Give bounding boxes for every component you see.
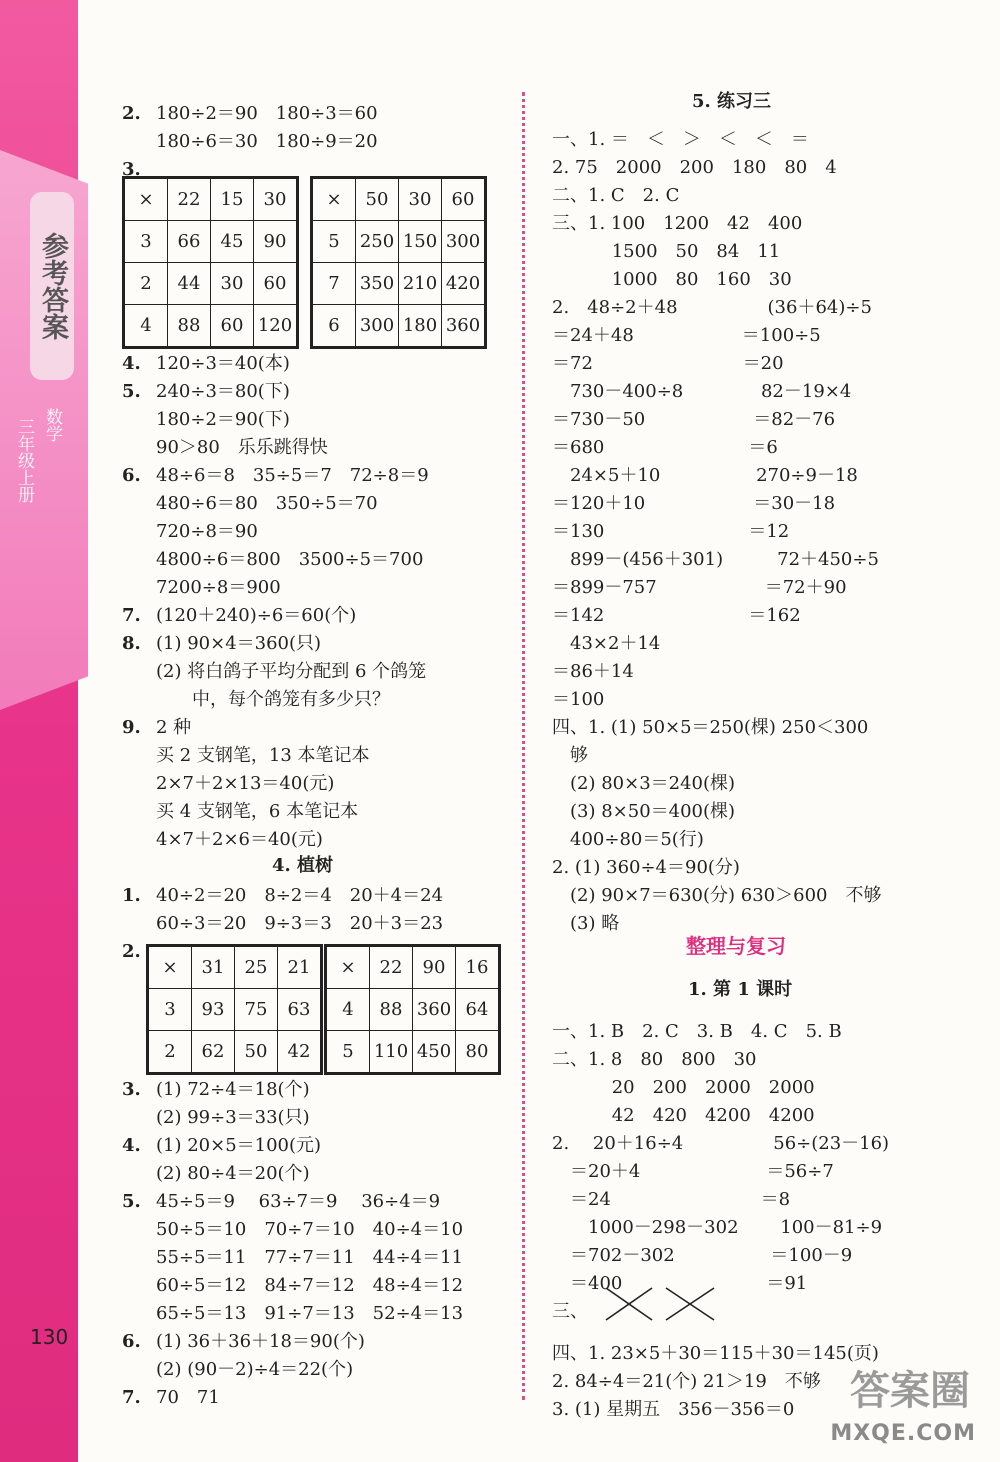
table-row	[313, 305, 485, 347]
table-cell: 3	[125, 221, 168, 263]
book-info	[14, 408, 66, 503]
table-row	[313, 263, 485, 305]
answer-line: 三、	[552, 1301, 588, 1322]
answer-line: ＝100	[552, 689, 605, 710]
table-cell: 150	[399, 221, 442, 263]
table-cell: 60	[442, 179, 485, 221]
question-number: 9.	[122, 717, 141, 738]
table-row	[125, 305, 297, 347]
answer-line: 40÷2＝20 8÷2＝4 20＋4＝24	[156, 885, 444, 906]
answer-line: 240÷3＝80(下)	[156, 381, 290, 402]
answer-line: 1500 50 84 11	[552, 241, 781, 262]
table-row	[149, 989, 321, 1031]
table-cell: 3	[149, 989, 192, 1031]
table-cell: 60	[211, 305, 254, 347]
table-cell: 4	[125, 305, 168, 347]
column-divider	[522, 92, 525, 1400]
table-cell: 5	[313, 221, 356, 263]
answer-line: 180÷2＝90 180÷3＝60	[156, 103, 378, 124]
table-cell: 120	[254, 305, 297, 347]
answer-line: (2) 80÷4＝20(个)	[156, 1163, 310, 1184]
answer-line: 43×2＋14	[552, 633, 661, 654]
table-row	[313, 221, 485, 263]
answer-line: 1000－298－302 100－81÷9	[552, 1217, 883, 1238]
answer-line: 720÷8＝90	[156, 521, 258, 542]
table-cell: 50	[356, 179, 399, 221]
answer-line: 400÷80＝5(行)	[552, 829, 704, 850]
table-cell: 25	[235, 947, 278, 989]
answer-line: (2) 将白鸽子平均分配到 6 个鸽笼	[156, 661, 427, 682]
answer-line: ＝730－50 ＝82－76	[552, 409, 836, 430]
table-cell: 360	[442, 305, 485, 347]
answer-line: ＝680 ＝6	[552, 437, 778, 458]
subject-label: 数学	[42, 408, 62, 442]
answer-line: 4×7＋2×6＝40(元)	[156, 829, 323, 850]
question-number: 5.	[122, 381, 141, 402]
table-cell: 110	[370, 1031, 413, 1073]
table-cell: 50	[235, 1031, 278, 1073]
table-4	[326, 946, 499, 1073]
answer-line: 二、1. 8 80 800 30	[552, 1049, 757, 1070]
table-row	[327, 1031, 499, 1073]
answer-line: 2 种	[156, 717, 192, 738]
table-1	[124, 178, 297, 347]
table-cell: 360	[413, 989, 456, 1031]
table-cell: 2	[125, 263, 168, 305]
answer-line: (120＋240)÷6＝60(个)	[156, 605, 357, 626]
answer-line: 一、1. ＝ ＜ ＞ ＜ ＜ ＝	[552, 129, 809, 150]
answer-line: 60÷5＝12 84÷7＝12 48÷4＝12	[156, 1275, 464, 1296]
table-cell: ×	[327, 947, 370, 989]
answer-line: 20 200 2000 2000	[552, 1077, 815, 1098]
table-cell: 93	[192, 989, 235, 1031]
question-number: 5.	[122, 1191, 141, 1212]
question-number: 6.	[122, 1331, 141, 1352]
table-cell: 420	[442, 263, 485, 305]
table-cell: 42	[278, 1031, 321, 1073]
answer-line: 4800÷6＝800 3500÷5＝700	[156, 549, 424, 570]
table-cell: ×	[125, 179, 168, 221]
table-cell: 6	[313, 305, 356, 347]
question-number: 4.	[122, 353, 141, 374]
answer-line: 60÷3＝20 9÷3＝3 20＋3＝23	[156, 913, 444, 934]
question-number: 8.	[122, 633, 141, 654]
answer-line: 7200÷8＝900	[156, 577, 281, 598]
section-tab	[30, 192, 74, 380]
table-cell: 180	[399, 305, 442, 347]
table-2	[312, 178, 485, 347]
answer-line: (1) 90×4＝360(只)	[156, 633, 322, 654]
answer-line: ＝24 ＝8	[552, 1189, 791, 1210]
answer-line: 二、1. C 2. C	[552, 185, 680, 206]
answer-line: 1000 80 160 30	[552, 269, 792, 290]
grade-label: 三年级上册	[14, 418, 34, 503]
table-cell: 64	[456, 989, 499, 1031]
answer-line: 2. 75 2000 200 180 80 4	[552, 157, 837, 178]
answer-line: 90＞80 乐乐跳得快	[156, 437, 328, 458]
watermark-url: MXQE.COM	[830, 1421, 976, 1446]
answer-line: (1) 20×5＝100(元)	[156, 1135, 322, 1156]
answer-line: 三、1. 100 1200 42 400	[552, 213, 803, 234]
table-cell: 7	[313, 263, 356, 305]
table-row	[327, 989, 499, 1031]
answer-line: (3) 略	[552, 913, 620, 934]
answer-line: 24×5＋10 270÷9－18	[552, 465, 858, 486]
table-cell: 22	[370, 947, 413, 989]
question-number: 1.	[122, 885, 141, 906]
heading-4: 4. 植树	[272, 855, 334, 876]
table-cell: 2	[149, 1031, 192, 1073]
table-cell: 210	[399, 263, 442, 305]
answer-line: (2) 90×7＝630(分) 630＞600 不够	[552, 885, 882, 906]
answer-line: ＝142 ＝162	[552, 605, 801, 626]
answer-line: 2. 48÷2＋48 (36＋64)÷5	[552, 297, 872, 318]
answer-line: (2) (90－2)÷4＝22(个)	[156, 1359, 354, 1380]
answer-line: 中，每个鸽笼有多少只？	[156, 689, 390, 710]
table-cell: ×	[313, 179, 356, 221]
question-number: 7.	[122, 605, 141, 626]
table-cell: 4	[327, 989, 370, 1031]
table-cell: 15	[211, 179, 254, 221]
question-number: 6.	[122, 465, 141, 486]
table-3	[148, 946, 321, 1073]
table-cell: 62	[192, 1031, 235, 1073]
answer-line: 50÷5＝10 70÷7＝10 40÷4＝10	[156, 1219, 464, 1240]
table-cell: 80	[456, 1031, 499, 1073]
answer-line: 买 2 支钢笔，13 本笔记本	[156, 745, 370, 766]
question-number: 3.	[122, 1079, 141, 1100]
answer-line: ＝24＋48 ＝100÷5	[552, 325, 821, 346]
answer-line: 180÷6＝30 180÷9＝20	[156, 131, 378, 152]
question-number: 2.	[122, 941, 141, 962]
table-cell: 30	[399, 179, 442, 221]
answer-line: 45÷5＝9 63÷7＝9 36÷4＝9	[156, 1191, 441, 1212]
table-row	[313, 179, 485, 221]
table-cell: 250	[356, 221, 399, 263]
table-cell: 45	[211, 221, 254, 263]
answer-line: 42 420 4200 4200	[552, 1105, 815, 1126]
page-number: 130	[30, 1325, 69, 1349]
question-number: 3.	[122, 159, 141, 180]
table-cell: 350	[356, 263, 399, 305]
table-cell: 300	[442, 221, 485, 263]
heading-5: 5. 练习三	[692, 91, 772, 112]
table-cell: 66	[168, 221, 211, 263]
answer-line: (1) 72÷4＝18(个)	[156, 1079, 310, 1100]
answer-line: 四、1. (1) 50×5＝250(棵) 250＜300	[552, 717, 869, 738]
answer-line: 够	[552, 745, 588, 766]
answer-line: 70 71	[156, 1387, 220, 1408]
answer-line: (2) 99÷3＝33(只)	[156, 1107, 310, 1128]
table-row	[125, 263, 297, 305]
question-number: 2.	[122, 103, 141, 124]
table-cell: 21	[278, 947, 321, 989]
answer-line: 买 4 支钢笔，6 本笔记本	[156, 801, 359, 822]
table-cell: 5	[327, 1031, 370, 1073]
answer-line: 480÷6＝80 350÷5＝70	[156, 493, 378, 514]
sidebar	[0, 0, 90, 1462]
answer-line: ＝120＋10 ＝30－18	[552, 493, 836, 514]
table-cell: 60	[254, 263, 297, 305]
answer-line: 899－(456＋301) 72＋450÷5	[552, 549, 879, 570]
table-cell: ×	[149, 947, 192, 989]
table-cell: 22	[168, 179, 211, 221]
table-cell: 31	[192, 947, 235, 989]
table-cell: 90	[413, 947, 456, 989]
answer-line: 730－400÷8 82－19×4	[552, 381, 852, 402]
answer-line: 2. 20＋16÷4 56÷(23－16)	[552, 1133, 890, 1154]
question-number: 4.	[122, 1135, 141, 1156]
table-row	[149, 1031, 321, 1073]
table-cell: 63	[278, 989, 321, 1031]
answer-line: 48÷6＝8 35÷5＝7 72÷8＝9	[156, 465, 429, 486]
table-cell: 90	[254, 221, 297, 263]
table-cell: 450	[413, 1031, 456, 1073]
heading-review: 整理与复习	[686, 934, 786, 958]
answer-line: ＝702－302 ＝100－9	[552, 1245, 853, 1266]
watermark-logo: 答案圈	[850, 1368, 970, 1414]
table-cell: 30	[254, 179, 297, 221]
answer-line: (2) 80×3＝240(棵)	[552, 773, 736, 794]
answer-line: ＝20＋4 ＝56÷7	[552, 1161, 834, 1182]
section-title: 参考答案	[37, 232, 68, 340]
answer-line: 2. 84÷4＝21(个) 21＞19 不够	[552, 1371, 821, 1392]
table-cell: 16	[456, 947, 499, 989]
table-row	[327, 947, 499, 989]
table-row	[125, 221, 297, 263]
answer-line: (1) 36＋36＋18＝90(个)	[156, 1331, 365, 1352]
question-number: 7.	[122, 1387, 141, 1408]
table-cell: 44	[168, 263, 211, 305]
table-row	[149, 947, 321, 989]
answer-line: ＝899－757 ＝72＋90	[552, 577, 847, 598]
answer-line: 四、1. 23×5＋30＝115＋30＝145(页)	[552, 1343, 879, 1364]
heading-lesson: 1. 第 1 课时	[688, 979, 793, 1000]
answer-line: ＝86＋14	[552, 661, 634, 682]
table-cell: 300	[356, 305, 399, 347]
answer-line: 180÷2＝90(下)	[156, 409, 290, 430]
answer-line: 120÷3＝40(本)	[156, 353, 290, 374]
answer-line: ＝130 ＝12	[552, 521, 790, 542]
answer-line: ＝400 ＝91	[552, 1273, 808, 1294]
table-row	[125, 179, 297, 221]
answer-line: 3. (1) 星期五 356－356＝0	[552, 1399, 795, 1420]
answer-line: 2×7＋2×13＝40(元)	[156, 773, 335, 794]
table-cell: 75	[235, 989, 278, 1031]
answer-line: 65÷5＝13 91÷7＝13 52÷4＝13	[156, 1303, 464, 1324]
answer-line: 一、1. B 2. C 3. B 4. C 5. B	[552, 1021, 842, 1042]
answer-line: (3) 8×50＝400(棵)	[552, 801, 736, 822]
answer-line: ＝72 ＝20	[552, 353, 784, 374]
answer-line: 2. (1) 360÷4＝90(分)	[552, 857, 740, 878]
answer-line: 55÷5＝11 77÷7＝11 44÷4＝11	[156, 1247, 464, 1268]
table-cell: 88	[168, 305, 211, 347]
table-cell: 30	[211, 263, 254, 305]
table-cell: 88	[370, 989, 413, 1031]
